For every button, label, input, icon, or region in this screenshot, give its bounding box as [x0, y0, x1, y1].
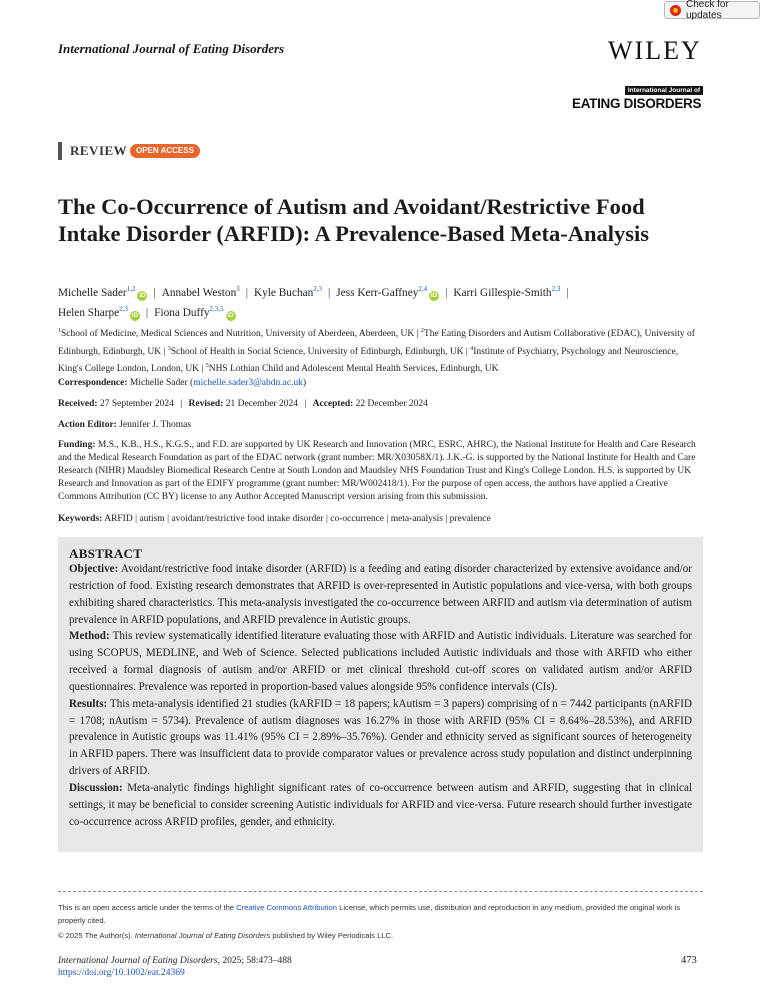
affiliation: $^1$School of Medicine, Medical Sciences and Nutrition, University of Aberdeen, Aberdeen, UK: [58, 328, 415, 340]
license-statement: [58, 901, 703, 927]
keyword-separator: |: [384, 514, 391, 524]
orcid-icon[interactable]: iD: [131, 311, 139, 319]
author-affiliation-sup: 2,3: [119, 304, 128, 313]
keywords-label: Keywords:: [58, 514, 103, 524]
check-for-updates-label: Check for updates: [686, 0, 729, 21]
affiliation-separator: |: [199, 364, 206, 375]
abstract-objective: [69, 561, 692, 628]
affiliation-separator: |: [463, 346, 471, 357]
author-separator: |: [566, 286, 569, 299]
journal-header: International Journal of Eating Disorders: [58, 41, 285, 56]
article-type-bar: [58, 142, 62, 160]
page-number: 473: [681, 955, 697, 966]
footer-divider: [58, 891, 703, 892]
discussion-text: Meta-analytic findings highlight significant rates of co-occurrence between autism and ARFID, suggesting that in clinical settings, it may be beneficial to consider screening Autistic individuals for ARFID and vice-versa. Future research should further investigate co-occurrence across ARFID profiles, gender, and ethnicity.: [69, 781, 692, 828]
author-affiliation-sup: 2,3: [551, 285, 561, 293]
article-type-label: REVIEW: [70, 143, 128, 158]
keyword: ARFID: [104, 514, 133, 524]
objective-text: Avoidant/restrictive food intake disorder (ARFID) is a feeding and eating disorder characterized by extensive avoidance and/or restriction of food. Existing research demonstrates that ARFID is over-represented in Autistic populations and vice-versa, with both groups exhibiting shared characteristics. This meta-analysis investigated the co-occurrence between ARFID and autism via determination of autism prevalence in ARFID populations, and ARFID prevalence in Autistic groups.: [69, 563, 692, 626]
funding-statement: [58, 439, 703, 504]
method-label: Method:: [69, 630, 110, 643]
affiliation-sup: 2: [420, 328, 424, 334]
abstract-results: [69, 696, 692, 780]
author-separator: |: [145, 306, 149, 319]
author-name[interactable]: Fiona Duffy$^{2,3,5}$iD: [154, 304, 234, 319]
funding-text: M.S., K.B., H.S., K.G.S., and F.D. are supported by UK Research and Innovation (MRC, ESRC, AHRC), the National Institute for Health and Care Research and the Medical Research Foundation as part of the EDAC network (grant number: MR/X03058X/1). J.K.-G. is supported by the National Institute for Health and Care Research (NIHR) Maudsley Biomedical Research Centre at South London and Maudsley NHS Foundation Trust and King's College London. H.S. is supported by UK Research and Innovation as part of the EDIFY programme (grant number: MR/W002418/1). For the purpose of open access, the authors have applied a Creative Commons Attribution (CC BY) license to any Author Accepted Manuscript version arising from this submission.: [58, 440, 696, 502]
doi-link[interactable]: https://doi.org/10.1002/eat.24369: [58, 968, 185, 978]
action-editor-name: Jennifer J. Thomas: [119, 420, 192, 430]
author-affiliation-sup: 2,3,5: [209, 304, 224, 313]
affiliation-sup: 3: [167, 345, 171, 352]
keywords-list: [104, 514, 491, 524]
check-for-updates-button[interactable]: [664, 1, 760, 19]
affiliation-separator: |: [414, 329, 421, 340]
correspondence-name: Michelle Sader: [129, 378, 188, 388]
affiliation-sup: 4: [470, 345, 474, 352]
author-affiliation-sup: 3: [236, 285, 240, 293]
author-affiliation-sup: 2,3: [313, 285, 323, 293]
author-name[interactable]: Karri Gillespie-Smith$^{2,3}$: [453, 285, 561, 299]
keyword-separator: |: [323, 514, 331, 524]
copyright-journal: International Journal of Eating Disorders: [134, 931, 271, 940]
received-label: Received:: [58, 399, 98, 409]
author-name[interactable]: Kyle Buchan$^{2,3}$: [253, 285, 323, 299]
copyright-post: published by Wiley Periodicals LLC.: [270, 931, 394, 940]
orcid-icon[interactable]: iD: [227, 311, 234, 319]
affiliation-separator: |: [161, 346, 168, 357]
orcid-icon[interactable]: iD: [139, 291, 146, 299]
keyword: autism: [139, 514, 165, 524]
abstract-heading: ABSTRACT: [69, 546, 143, 561]
revised-date: 21 December 2024: [225, 399, 298, 409]
received-date: 27 September 2024: [99, 399, 174, 409]
keyword: meta-analysis: [390, 514, 443, 524]
affiliation: $^2$The Eating Disorders and Autism Collaborative (EDAC), University of Edinburgh, Edinburgh, UK: [58, 328, 695, 357]
action-editor: [58, 419, 703, 432]
author-list: [58, 281, 698, 321]
abstract-method: [69, 628, 692, 695]
author-separator: |: [245, 286, 248, 299]
discussion-label: Discussion:: [69, 781, 123, 794]
crossmark-icon: [670, 5, 681, 16]
copyright-pre: © 2025 The Author(s).: [58, 931, 135, 940]
correspondence: Correspondence: Michelle Sader (michelle.sader3@abdn.ac.uk): [58, 378, 307, 388]
abstract-discussion: [69, 780, 692, 831]
journal-logo: [572, 86, 704, 111]
keyword-separator: |: [442, 514, 450, 524]
keyword: avoidant/restrictive food intake disorder: [171, 514, 324, 524]
publisher-logo: WILEY: [608, 36, 702, 65]
citation-journal: International Journal of Eating Disorders: [58, 956, 218, 966]
author-name[interactable]: Helen Sharpe$^{2,3}$iD: [58, 304, 139, 319]
method-text: This review systematically identified literature evaluating those with ARFID and Autistic individuals. Literature was searched for using SCOPUS, MEDLINE, and Web of Science. Selected publications included Autistic individuals and those with ARFID who either received a formal diagnosis of autism and/or ARFID or met clinical threshold cut-off scores on validated autism and/or ARFID questionnaires. Prevalence was reported in proportion-based values alongside 95% confidence intervals (CIs).: [69, 630, 693, 693]
affiliation: $^4$Institute of Psychiatry, Psychology and Neuroscience, King's College London, London, UK: [58, 345, 679, 375]
author-affiliation-sup: 1,2: [126, 285, 136, 293]
affiliations: [58, 324, 700, 377]
author-name[interactable]: Michelle Sader$^{1,2}$iD: [58, 285, 146, 299]
affiliation: $^5$NHS Lothian Child and Adolescent Mental Health Services, Edinburgh, UK: [205, 363, 499, 375]
affiliation: $^3$School of Health in Social Science, University of Edinburgh, Edinburgh, UK: [167, 345, 464, 357]
orcid-icon[interactable]: iD: [430, 291, 438, 299]
citation-volume: , 2025; 58:473–488: [217, 956, 292, 966]
revised-label: Revised:: [188, 399, 224, 409]
keyword: co-occurrence: [330, 514, 385, 524]
objective-label: Objective:: [69, 563, 119, 575]
affiliation-sup: 1: [58, 328, 61, 334]
results-text: This meta-analysis identified 21 studies (kARFID = 18 papers; kAutism = 3 papers) comprising of n = 7442 participants (nARFID = 1708; nAutism = 5734). Prevalence of autism diagnoses was 16.27% in those with ARFID (95% CI = 8.64%–28.53%), and ARFID prevalence in Autistic groups was 11.41% (95% CI = 2.89%–35.76%). Gender and ethnicity served as significant sources of heterogeneity in ARFID papers. There was insufficient data to provide comparator values or prevalence across study population and distinct underpinning drivers of ARFID.: [69, 697, 693, 778]
author-name[interactable]: Jess Kerr-Gaffney$^{2,4}$iD: [336, 285, 438, 299]
cc-license-link[interactable]: Creative Commons Attribution: [236, 903, 337, 912]
keyword-separator: |: [132, 514, 140, 524]
accepted-label: Accepted:: [312, 399, 354, 409]
author-separator: |: [153, 286, 156, 299]
affiliation-sup: 5: [205, 363, 209, 370]
journal-logo-big: EATING DISORDERS: [572, 96, 702, 111]
author-separator: |: [445, 286, 448, 299]
author-separator: |: [328, 286, 331, 299]
funding-label: Funding:: [58, 440, 96, 450]
article-title: The Co-Occurrence of Autism and Avoidant/Restrictive Food Intake Disorder (ARFID): A Prevalence-Based Meta-Analysis: [58, 194, 649, 246]
keywords: [58, 513, 703, 526]
license-text-post: License, which permits use, distribution and reproduction in any medium, provided the original work is properly cited.: [58, 903, 681, 925]
keyword: prevalence: [449, 514, 491, 524]
copyright-statement: [58, 929, 703, 942]
keyword-separator: |: [164, 514, 172, 524]
article-dates: Received: 27 September 2024 | Revised: 21 December 2024 | Accepted: 22 December 2024: [58, 399, 428, 409]
action-editor-label: Action Editor:: [58, 420, 117, 430]
author-affiliation-sup: 2,4: [418, 285, 428, 293]
open-access-badge: OPEN ACCESS: [130, 144, 200, 158]
author-name[interactable]: Annabel Weston$^3$: [161, 285, 240, 299]
accepted-date: 22 December 2024: [355, 399, 428, 409]
journal-logo-small: International Journal of: [625, 86, 703, 95]
license-text-pre: This is an open access article under the terms of the: [58, 903, 237, 912]
abstract-body: [69, 561, 692, 831]
results-label: Results:: [69, 697, 108, 710]
correspondence-email-link[interactable]: michelle.sader3@abdn.ac.uk: [193, 378, 303, 388]
correspondence-label: Correspondence:: [58, 378, 128, 388]
